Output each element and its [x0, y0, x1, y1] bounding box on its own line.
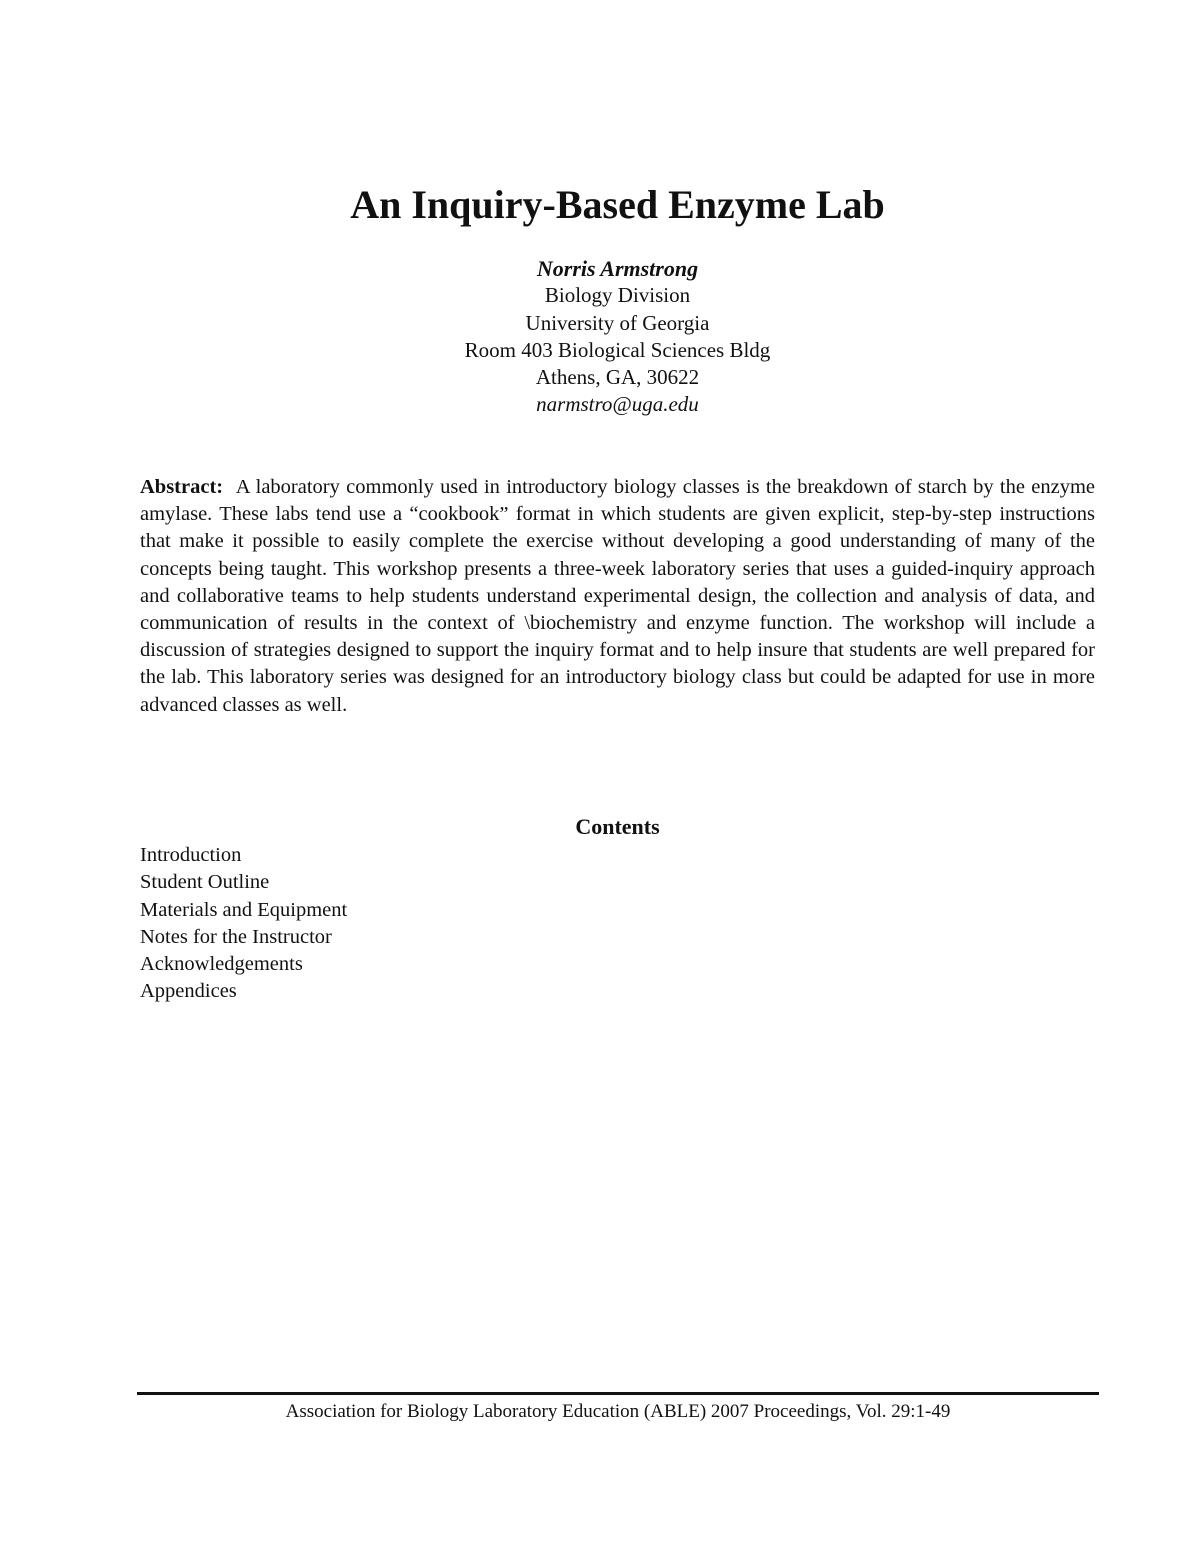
contents-item-appendices: Appendices	[140, 980, 237, 1003]
author-name: Norris Armstrong	[536, 256, 699, 281]
contents-heading: Contents	[575, 814, 660, 839]
author-block	[140, 255, 1095, 419]
affiliation-university: University of Georgia	[525, 310, 710, 335]
page-title: An Inquiry-Based Enzyme Lab	[350, 182, 885, 227]
contents-item-acknowledgements: Acknowledgements	[140, 953, 303, 976]
affiliation-address: Room 403 Biological Sciences Bldg	[464, 337, 771, 362]
contents-item-instructor-notes: Notes for the Instructor	[140, 925, 332, 948]
affiliation-city: Athens, GA, 30622	[535, 365, 700, 390]
author-email: narmstro@uga.edu	[536, 392, 699, 417]
affiliation-division: Biology Division	[544, 283, 691, 308]
contents-item-materials: Materials and Equipment	[140, 898, 348, 921]
footer-divider	[137, 1392, 1099, 1395]
abstract-label: Abstract:	[140, 476, 224, 498]
contents-item-student-outline: Student Outline	[140, 871, 270, 894]
abstract-text: A laboratory commonly used in introductory biology classes is the breakdown of starch by the enzyme amylase. These labs tend use a “cookbook” format in which students are given explicit, step-by-step instructions that make it possible to easily complete the exercise without developing a good understanding of many of the concepts being taught. This workshop presents a three-week laboratory series that uses a guided-inquiry approach and collaborative teams to help students understand experimental design, the collection and analysis of data, and communication of results in the context of \biochemistry and enzyme function. The workshop will include a discussion of strategies designed to support the inquiry format and to help insure that students are well prepared for the lab. This laboratory series was designed for an introductory biology class but could be adapted for use in more advanced classes as well.	[140, 476, 1096, 716]
footer-citation: Association for Biology Laboratory Education (ABLE) 2007 Proceedings, Vol. 29:1-49	[285, 1401, 951, 1422]
abstract	[140, 474, 1095, 719]
contents-item-introduction: Introduction	[140, 844, 242, 866]
contents-list	[140, 842, 347, 1006]
